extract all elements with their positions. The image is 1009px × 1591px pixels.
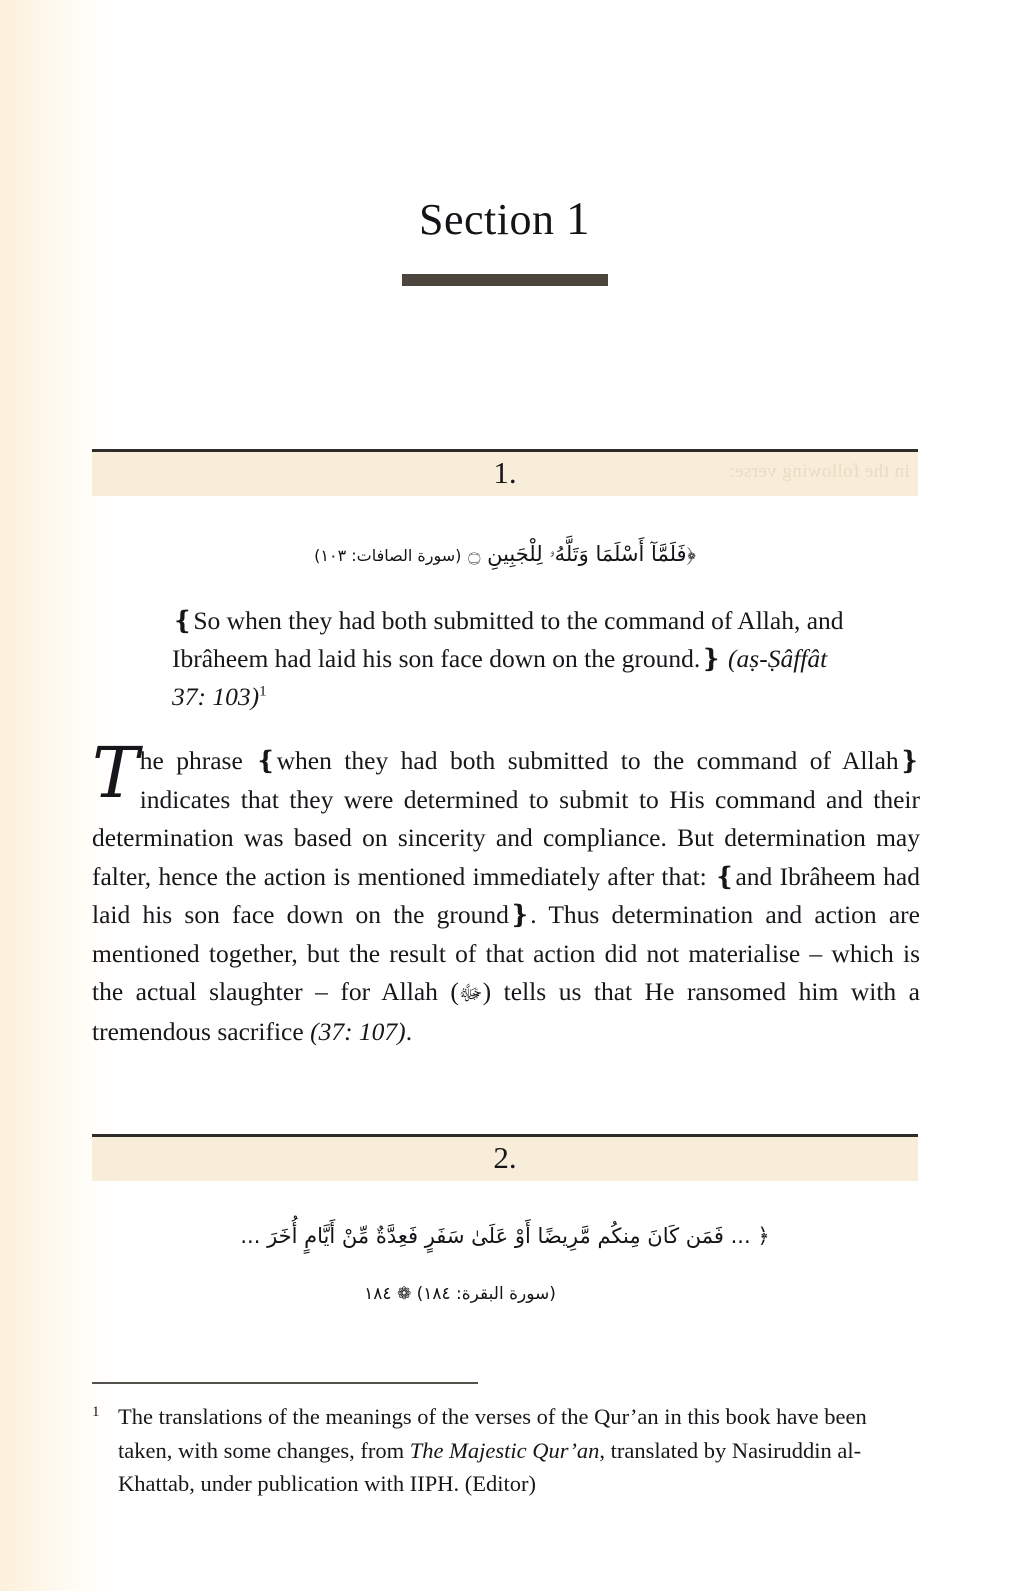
commentary-part-5: . <box>405 1016 413 1046</box>
section-title-label: Section <box>419 195 555 244</box>
arabic-verse-1-text: ﴿فَلَمَّآ أَسْلَمَا وَتَلَّهُۥ لِلْجَبِينِ ۝ <box>468 542 696 566</box>
section-heading-rule <box>402 274 608 286</box>
arabic-verse-1 <box>92 542 918 567</box>
translation-text: So when they had both submitted to the command of Allah, and Ibrâheem had laid his son face down on the ground. <box>172 606 844 673</box>
commentary-part-3: . Thus determination and action are mentioned together, but the result of that action did not materialise – which is the actual slaughter – for Allah ( <box>92 900 920 1006</box>
arabic-verse-2: ﴿ ... فَمَن كَانَ مِنكُم مَّرِيضًا أَوْ عَلَىٰ سَفَرٍ فَعِدَّةٌ مِّنْ أَيَّامٍ أُخَرَ ... <box>240 1224 770 1248</box>
ayah-marker-2: ١٨٤ <box>364 1284 392 1304</box>
ayah-close-ornament-icon: ❁ <box>396 1284 412 1304</box>
footnote-separator <box>92 1382 478 1384</box>
section-title <box>0 193 1009 245</box>
banner-number-2: 2. <box>493 1140 517 1175</box>
commentary-part-4: ) tells us that He ransomed him with a tremendous sacrifice <box>92 977 920 1046</box>
translation-footnote-marker: 1 <box>259 683 267 700</box>
banner-2 <box>92 1137 918 1181</box>
drop-cap: T <box>92 732 139 814</box>
translation-open-quote: ❴ <box>172 606 194 635</box>
section-title-number: 1 <box>565 193 590 245</box>
banner-1 <box>92 452 918 496</box>
footnote-text-2: , translated by Nasiruddin al-Khattab, under publication with IIPH. (Editor) <box>118 1437 862 1496</box>
commentary-quote-1: ❴when they had both submitted to the command of Allah❵ <box>255 746 920 775</box>
section-heading <box>0 193 1009 286</box>
verse-translation-1 <box>172 602 844 716</box>
verse-block-1-banner <box>92 449 918 496</box>
commentary-part-2: indicates that they were determined to submit to His command and their determination was based on sincerity and compliance. But determination may falter, hence the action is mentioned immediately after that: <box>92 784 920 891</box>
translation-close-quote: ❵ <box>700 644 722 673</box>
footnote-italic-title: The Majestic Qur’an <box>409 1437 600 1463</box>
allah-honorific-glyph: ﷻ <box>458 981 483 1005</box>
translation-citation: (aṣ-Ṣâffât 37: 103) <box>172 644 828 711</box>
bleed-through-text: in the following verse: <box>729 461 910 482</box>
commentary-part-1: he phrase <box>139 746 256 775</box>
arabic-verse-2-reference: (سورة البقرة: ١٨٤) <box>416 1284 556 1304</box>
commentary-quote-2: ❴and Ibrâheem had laid his son face down on the ground❵ <box>92 861 920 929</box>
commentary-paragraph <box>92 732 920 1051</box>
verse-block-2-banner <box>92 1134 918 1181</box>
commentary-citation: (37: 107) <box>310 1016 406 1046</box>
arabic-verse-1-reference: (سورة الصافات: ١٠٣) <box>314 546 462 565</box>
footnote-text-1: The translations of the meanings of the verses of the Qur’an in this book have been taken, with some changes, from <box>118 1404 867 1463</box>
banner-number-1: 1. <box>493 455 517 490</box>
arabic-verse-2-reference-line <box>92 1284 918 1304</box>
footnote-marker: 1 <box>92 1404 100 1420</box>
footnote-body <box>92 1400 920 1501</box>
footnote <box>92 1400 920 1501</box>
